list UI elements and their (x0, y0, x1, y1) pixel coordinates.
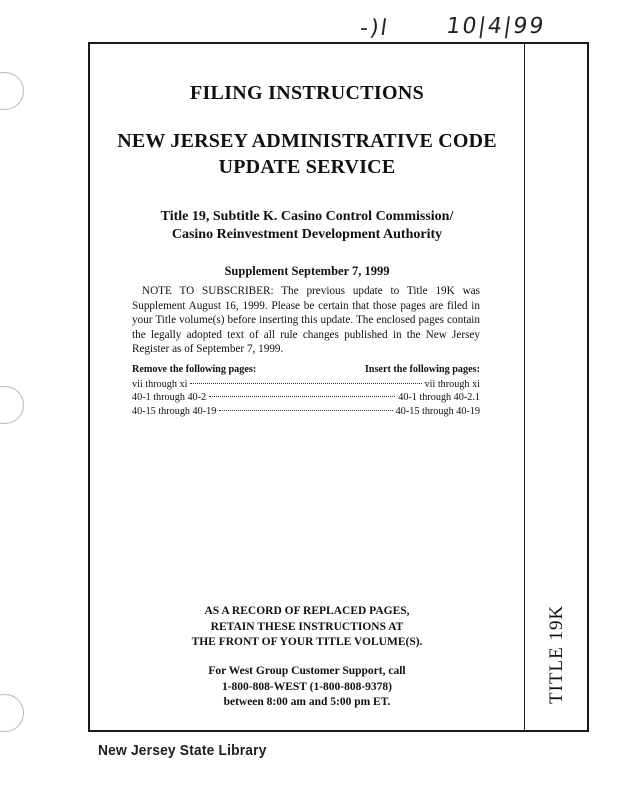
title-line-2: UPDATE SERVICE (218, 156, 396, 178)
binder-hole (0, 72, 24, 110)
remove-pages: 40-1 through 40-2 (132, 392, 207, 404)
support-line-1: For West Group Customer Support, call (208, 665, 406, 677)
title-tab-label: TITLE 19K (546, 604, 567, 704)
customer-support (90, 664, 524, 711)
handwritten-annotation (358, 14, 562, 44)
retain-instructions (90, 604, 524, 651)
remove-pages: 40-15 through 40-19 (132, 405, 217, 417)
tab-divider (524, 44, 525, 730)
support-line-3: between 8:00 am and 5:00 pm ET. (223, 696, 391, 708)
leader-dots (190, 383, 421, 384)
insert-pages: 40-15 through 40-19 (395, 405, 480, 417)
table-row (132, 405, 480, 418)
filing-instructions-heading: FILING INSTRUCTIONS (189, 82, 425, 104)
leader-dots (219, 410, 392, 411)
supplement-date: Supplement September 7, 1999 (224, 264, 390, 278)
library-stamp: New Jersey State Library (98, 742, 267, 759)
instructions-line-1: AS A RECORD OF REPLACED PAGES, (204, 605, 410, 617)
binder-hole (0, 694, 24, 732)
instructions-line-2: RETAIN THESE INSTRUCTIONS AT (210, 620, 404, 633)
handwritten-date: 10|4|99 (444, 14, 547, 39)
remove-pages: vii through xi (132, 379, 188, 390)
table-row (132, 378, 480, 391)
instructions-line-3: THE FRONT OF YOUR TITLE VOLUME(S). (191, 636, 423, 648)
support-line-2: 1-800-808-WEST (1-800-808-9378) (221, 680, 393, 693)
insert-pages: 40-1 through 40-2.1 (398, 392, 480, 404)
insert-pages: vii through xi (424, 379, 480, 390)
table-row (132, 391, 480, 404)
binder-hole (0, 386, 24, 424)
handwritten-mark: -)l (358, 16, 391, 41)
subtitle-line-2: Casino Reinvestment Development Authority (171, 227, 443, 242)
leader-dots (209, 396, 395, 397)
title-line-1: NEW JERSEY ADMINISTRATIVE CODE (117, 130, 497, 152)
subtitle-line-1: Title 19, Subtitle K. Casino Control Commission/ (160, 209, 454, 224)
remove-header: Remove the following pages: (132, 364, 257, 375)
note-to-subscriber: NOTE TO SUBSCRIBER: The previous update to Title 19K was Supplement August 16, 1999. Please be certain that those pages are filed in your Title volume(s) before inserting this update. The enclosed pages contain the legally adopted text of all rule changes published in the New Jersey Register as of September 7, 1999. (132, 285, 480, 356)
document-title (90, 128, 524, 180)
insert-header: Insert the following pages: (364, 364, 480, 375)
document-frame (88, 42, 589, 732)
subtitle (90, 208, 524, 244)
table-header (132, 364, 480, 375)
page-replacement-table (132, 364, 480, 418)
